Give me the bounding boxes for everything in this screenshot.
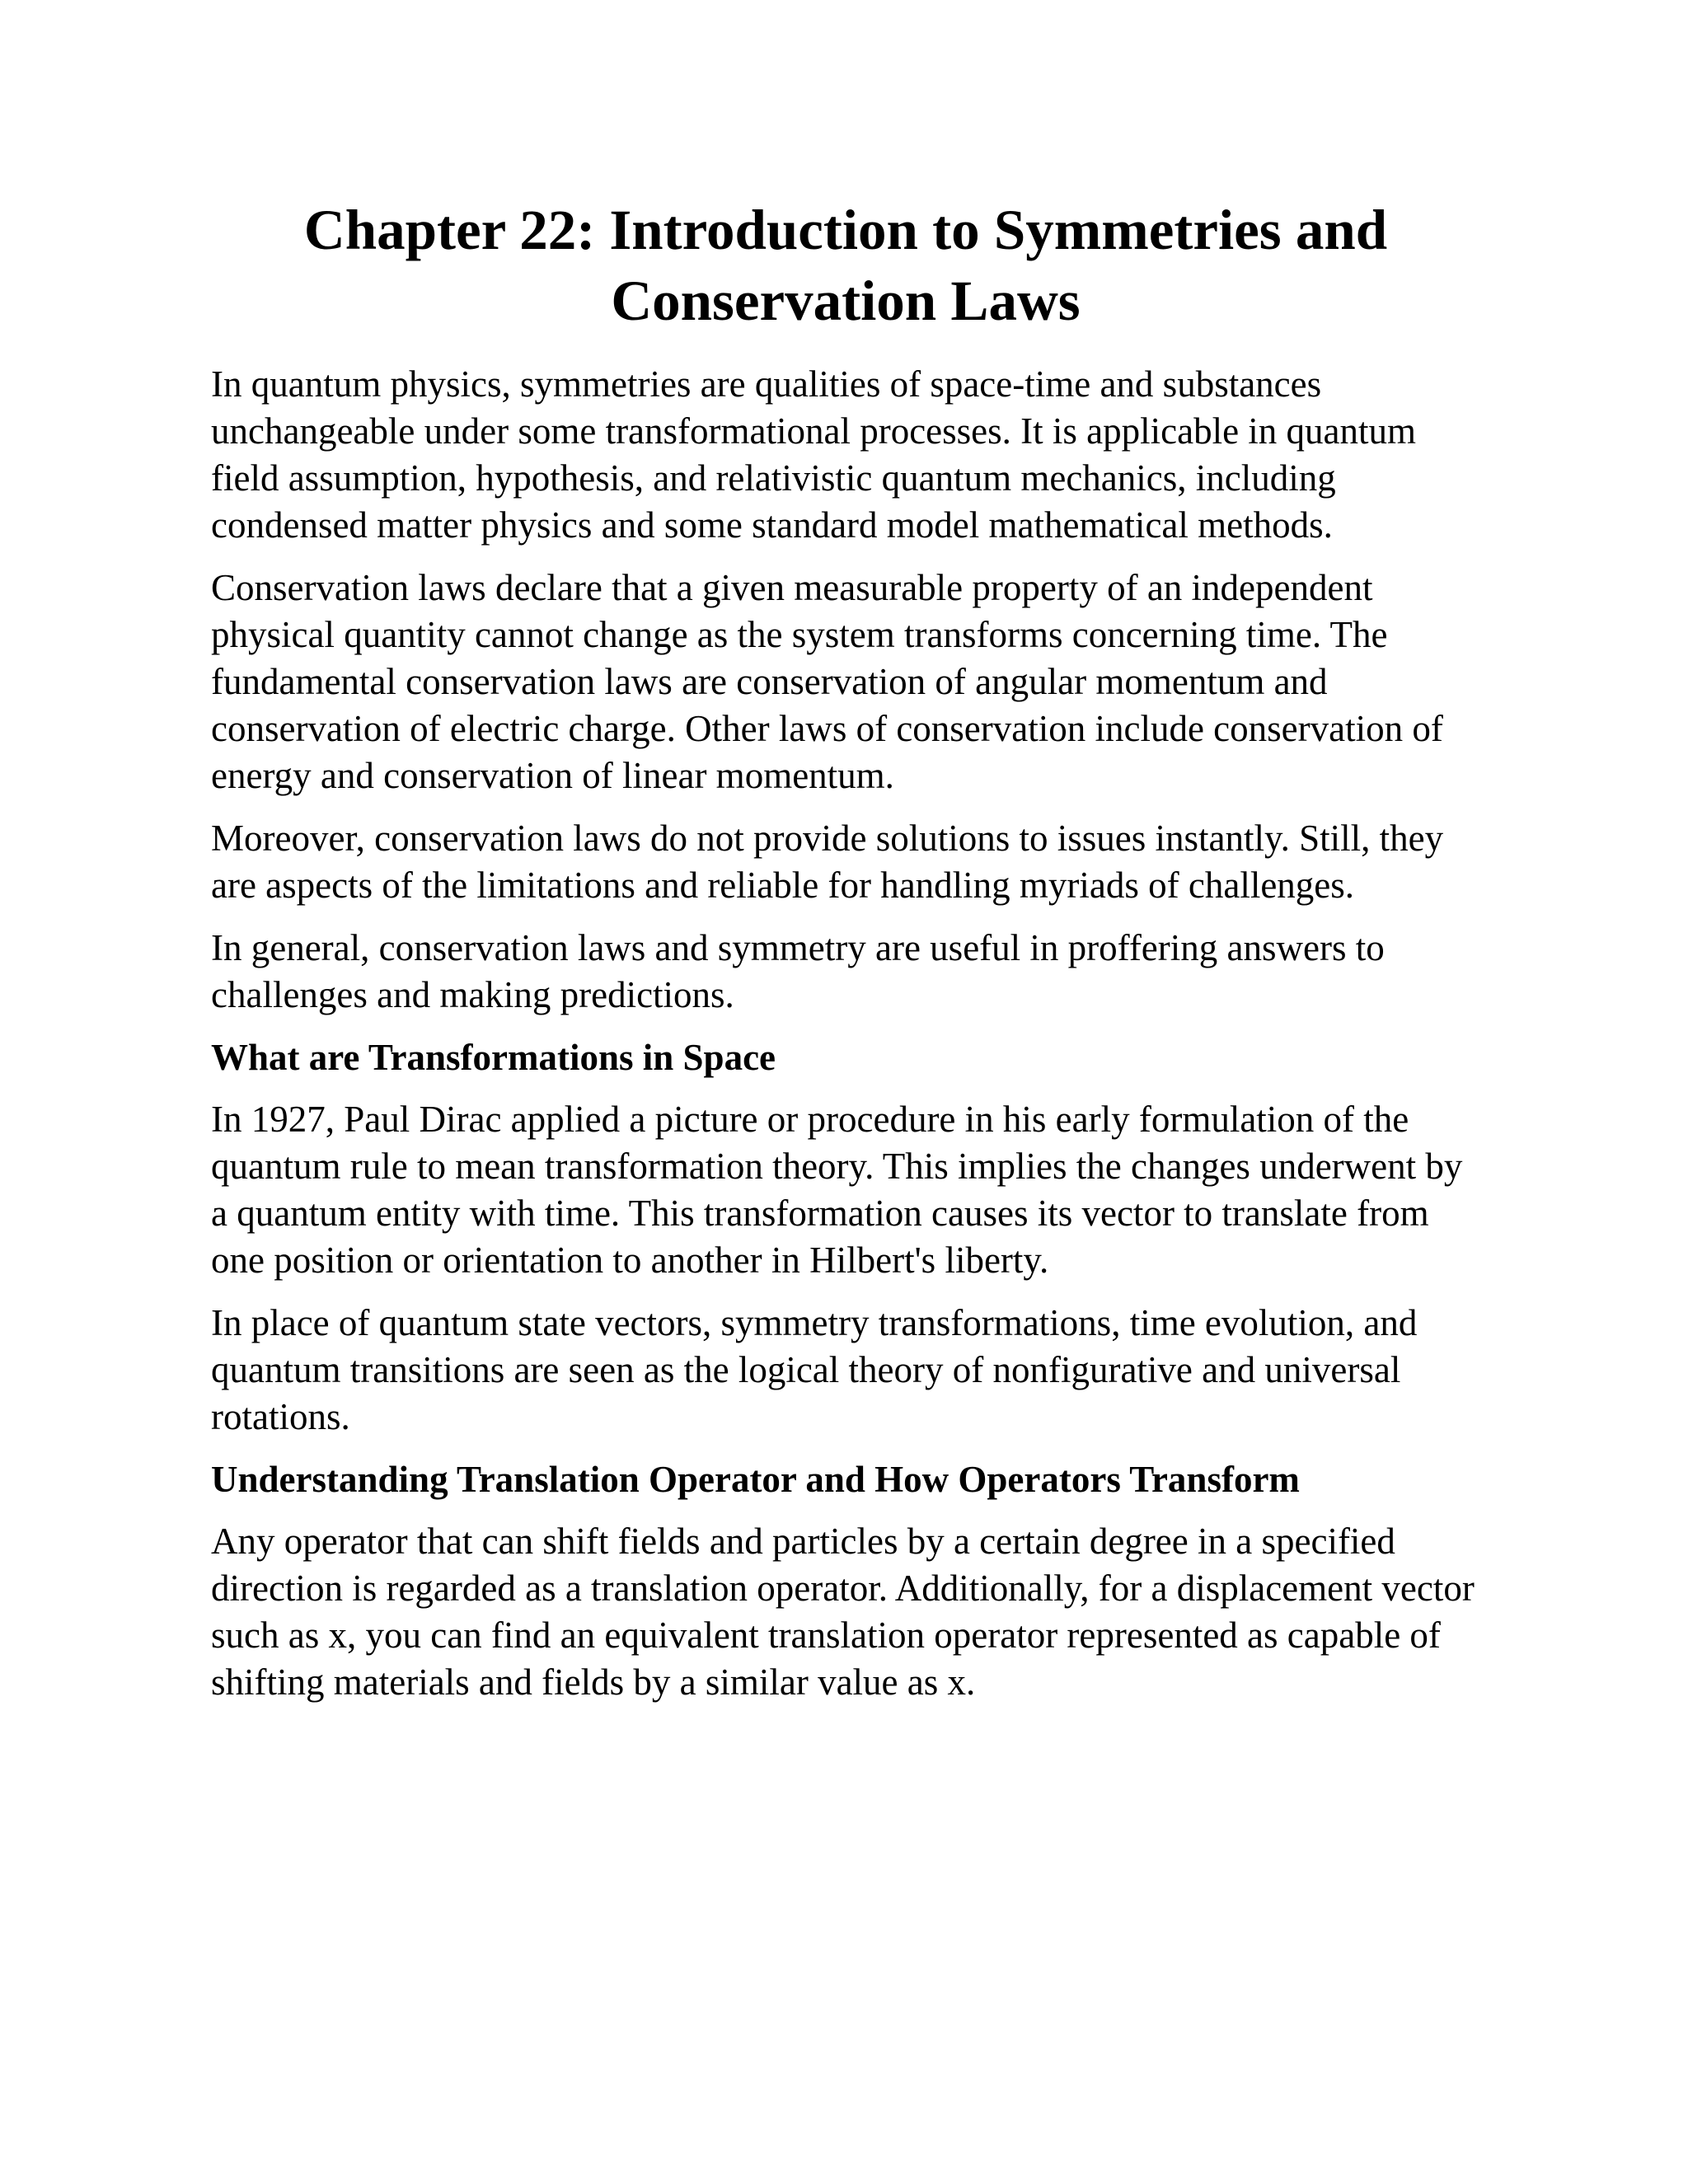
paragraph: Any operator that can shift fields and particles by a certain degree in a specified direction is regarded as a translation operator. Additionally, for a displacement vector such as x, you can find an equivalent translation operator represented as capable of shifting materials and fields by a similar value as x.	[211, 1521, 1475, 1703]
paragraph: In general, conservation laws and symmetry are useful in proffering answers to challenges and making predictions.	[211, 927, 1385, 1015]
chapter-title: Chapter 22: Introduction to Symmetries and Conservation Laws	[303, 199, 1388, 332]
paragraph: Moreover, conservation laws do not provide solutions to issues instantly. Still, they are aspects of the limitations and reliable for handling myriads of challenges.	[211, 818, 1444, 906]
paragraph: In 1927, Paul Dirac applied a picture or procedure in his early formulation of the quantum rule to mean transformation theory. This implies the changes underwent by a quantum entity with time. This transformation causes its vector to translate from one position or orientation to another in Hilbert's liberty.	[211, 1099, 1463, 1281]
paragraph: Conservation laws declare that a given measurable property of an independent physical quantity cannot change as the system transforms concerning time. The fundamental conservation laws are conservation of angular momentum and conservation of electric charge. Other laws of conservation include conservation of energy and conservation of linear momentum.	[211, 567, 1443, 796]
section-heading-translation-operator: Understanding Translation Operator and How Operators Transform	[211, 1459, 1300, 1500]
paragraph: In place of quantum state vectors, symmetry transformations, time evolution, and quantum transitions are seen as the logical theory of nonfigurative and universal rotations.	[211, 1302, 1418, 1437]
section-heading-transformations: What are Transformations in Space	[211, 1037, 776, 1078]
page-content	[211, 194, 1480, 1722]
paragraph: In quantum physics, symmetries are qualities of space-time and substances unchangeable under some transformational processes. It is applicable in quantum field assumption, hypothesis, and relativistic quantum mechanics, including condensed matter physics and some standard model mathematical methods.	[211, 363, 1417, 546]
